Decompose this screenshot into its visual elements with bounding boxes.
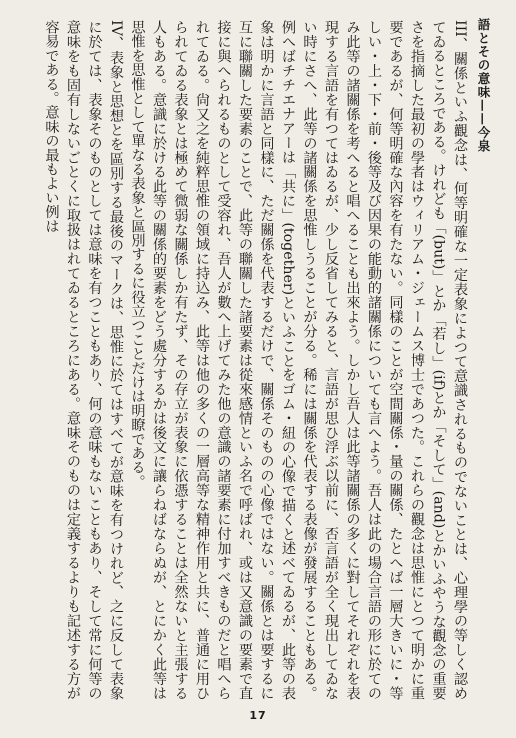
running-header: 語とその意味——今泉 [476, 18, 491, 153]
page-number: 17 [249, 709, 267, 722]
body-text [30, 20, 470, 700]
paragraph-section-iii: III、關係といふ觀念は、何等明確な一定表象によつて意識されるものでないことは、心理學の等しく認めてゐるところである。けれども「(but)」とか「若し」(if)とか「そして」(and)とかいふやうな觀念の重要さを指摘した最初の學者はウィリアム・ジェームス博士であつた。これらの觀念は思惟にとつて明かに重要であるが、何等明確な內容を有たない。同樣のことが空間關係・量の關係、たとへば一層大きいに・等しい・上・下・前・後等及び因果の能動的諸關係についても言へよう。吾人は此の場合言語の形に於てのみ此等の諸關係を考へると唱へることも出來よう。しかし吾人は此等諸關係の多くに對してそれぞれを表現する言語を有つてはゐるが、少し反省してみると、言語が思ひ浮ぶ以前に、否言語が全く現出してゐない時にさへ、此等の諸關係を思惟しうることが分る。稀には關係を代表する表像が發展することもある。例へばチチエナアーは「共に」(together)といふことをゴム・紐の心像で描くと述べてゐるが、此等の表象は明かに言語と同樣に、ただ關係を代表するだけで、關係そのものの心像ではない。關係とは要するに互に聯關した要素のことで、此等の聯關した諸要素は從來感情といふ名で呼ばれ、或は又意識の要素で直接に與へられるものとして受容れ、吾人が數へ上げてみた他の意識の諸要素に付加すべきものだと唱へられてゐる。尙又之を純粹思惟の領域に持込み、此等は他の多くの一層高等な精神作用と共に、普通に用ひられてゐる表象とは極めて微弱な關係しか有たず、その存立が表象に依憑することは全然ないと主張する人もある。意識に於ける此等の關係的要素をどう處分するかは後文に讓らねばならぬが、とにかく此等は思惟を思惟として單なる表象と區別するに役立つことだけは明瞭である。 [129, 20, 468, 700]
paragraph-section-iv: IV、表象と思想とを區別する最後のマークは、思惟に於てはすべてが意味を有つけれど、之に反して表象に於ては、表象そのものとしては意味を有つこともあり、何の意味もないこともあり、そして常に何等の意味をも固有しないごとくに取扱はれてゐるところにある。意味そのものは定義するよりも記述する方が容易である。意味の最もよい例は [43, 20, 124, 700]
